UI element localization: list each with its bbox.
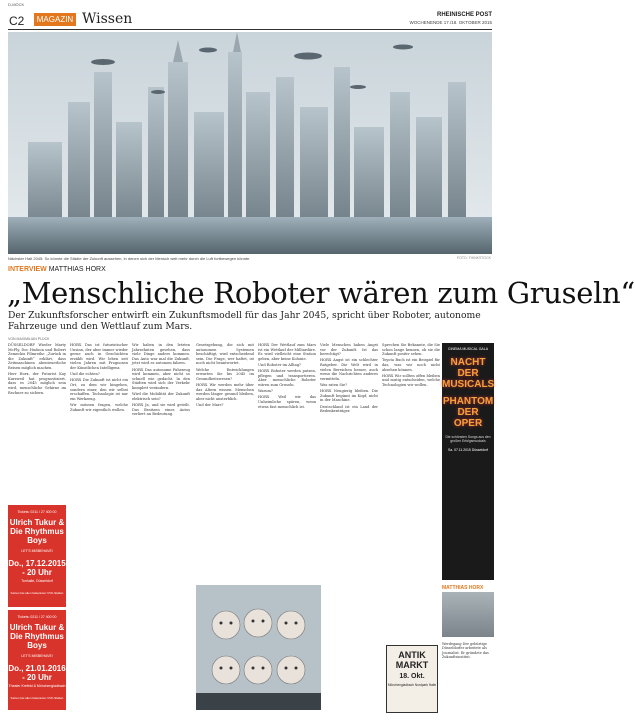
musical-ad-title-2: PHANTOM DER OPER bbox=[442, 396, 494, 429]
article-kicker bbox=[8, 266, 106, 273]
ad-subtitle: LET'S MISBEHAVE! bbox=[21, 549, 53, 553]
paragraph: HORX Wir werden mehr über das Altern wissen. Menschen werden länger gesund bleiben, aber nicht unsterblich. bbox=[196, 382, 254, 401]
ad-date: Do., 17.12.2015 - 20 Uhr bbox=[8, 559, 66, 577]
ad-venue: Theater Krefeld & Mönchengladbach bbox=[8, 684, 66, 688]
hero-image bbox=[8, 32, 492, 254]
paragraph: HORX Das ist futuristischer Unsinn, der aber immer wieder gerne auch in Geschichten erzählt wird. Wir leben seit vielen Jahren mit Prognosen der Künstlichen Intelligenz. bbox=[70, 343, 128, 370]
paragraph: Toyota Buch ist ein Beispiel für das, was wir noch nicht absehen können. bbox=[382, 358, 440, 372]
hero-caption: Nächster Halt 2045: So könnte die Städte der Zukunft aussehen, in denen sich der Mensch weit mehr durch die Luft fortbewegen könnte. bbox=[8, 256, 251, 261]
article-column-2 bbox=[70, 343, 128, 709]
ad-date: Do., 21.01.2016 - 20 Uhr bbox=[8, 664, 66, 682]
musical-ad-title-1: NACHT DER MUSICALS bbox=[442, 357, 495, 390]
antik-title: ANTIK MARKT bbox=[395, 650, 429, 670]
ad-fineprint: Karten bei allen bekannten VVK-Stellen bbox=[10, 591, 64, 595]
paragraph: Gesetzgebung, die sich mit autonomen Systemen beschäftigt, wird entscheidend sein. Die Frage, wer haftet, ist noch nicht beantwortet. bbox=[196, 343, 254, 366]
newspaper-name: RHEINISCHE POST bbox=[436, 12, 492, 18]
sidebar-portrait-title: MATTHIAS HORX bbox=[442, 585, 484, 591]
ad-ticket-line: Tickets: 0211 / 27 400 00 bbox=[17, 510, 57, 514]
edition-label: D-MÖCK bbox=[8, 2, 25, 7]
concert-ad-krefeld[interactable] bbox=[8, 610, 66, 710]
kicker-label: INTERVIEW bbox=[8, 266, 47, 273]
antik-info: Mönchengladbach Nordpark Halle bbox=[387, 683, 437, 687]
paragraph: Herr Horx, der Futurist Kay Kurzweil hat prognostiziert, dass es 2045 möglich sein wird, menschliche Gehirne im Rechner zu sichern. bbox=[8, 372, 66, 395]
article-column-6 bbox=[320, 343, 378, 709]
section-tag: MAGAZIN bbox=[34, 13, 76, 26]
paragraph: Was raten Sie? bbox=[320, 382, 348, 387]
kicker-name: MATTHIAS HORX bbox=[48, 266, 106, 273]
musical-ad[interactable] bbox=[442, 343, 494, 580]
robot-photo bbox=[196, 585, 321, 710]
article-byline: VON MAXIMILIAN PLÜCK bbox=[8, 337, 50, 341]
article-column-7 bbox=[382, 343, 440, 583]
paragraph: DÜSSELDORF Wieder Marty McFly, Doc Hudson und Robert Zemeckis Filmreihe „Zurück in die Zukunft“ erklärt, dass Zeitmaschinen abenteuerliche Reisen möglich machen. bbox=[8, 343, 66, 370]
paragraph: Viele Menschen haben Angst vor der Zukunft. Ist das berechtigt? bbox=[320, 343, 378, 357]
paragraph: HORX Roboter werden putzen, pflegen und transportieren. Aber menschliche Roboter wären zum Gruseln. bbox=[258, 369, 316, 387]
article-headline: „Menschliche Roboter wären zum Gruseln“ bbox=[7, 276, 635, 310]
paragraph: HORX Angst ist ein schlechter Ratgeber. Die Welt wird in vielen Bereichen besser, auch wenn die Nachrichten anderes vermitteln. bbox=[320, 358, 378, 381]
paragraph: Deutschland ist ein Land der Bedenkenträger. bbox=[320, 404, 378, 414]
sidebar-bio: Werdegang Der gebürtige Düsseldorfer arbeitete als Journalist. Er gründete das Zukunftsinstitut. bbox=[442, 642, 489, 659]
paragraph: HORX Neugierig bleiben. Die Zukunft beginnt im Kopf, nicht in der Maschine. bbox=[320, 389, 378, 403]
paragraph: Und Roboter im Alltag? bbox=[258, 362, 301, 367]
concert-ad-dusseldorf[interactable] bbox=[8, 505, 66, 607]
issue-date: WOCHENENDE 17./18. OKTOBER 2015 bbox=[409, 20, 492, 25]
paragraph: HORX Weil wir das Unheimliche spüren, wenn etwas fast menschlich ist. bbox=[258, 395, 316, 409]
antique-market-ad[interactable] bbox=[386, 645, 438, 713]
paragraph: HORX Das autonome Fahrzeug wird kommen, aber nicht so schnell wie gedacht. In den Städten wird sich der Verkehr komplett verändern. bbox=[132, 367, 190, 390]
header-divider bbox=[8, 29, 492, 30]
paragraph: Sprechen Sie Bekannte, die Sie schon lange kennen, ob sie die Zukunft positiv sehen. bbox=[382, 343, 440, 357]
article-standfirst: Der Zukunftsforscher entwirft ein Zukunftsmodell für das Jahr 2045, spricht über Roboter, autonome Fahrzeuge und den Wettlauf zum Mars. bbox=[8, 310, 481, 332]
page-number: C2 bbox=[9, 14, 25, 28]
ad-subtitle: LET'S MISBEHAVE! bbox=[21, 654, 53, 658]
paragraph: Wir müssen fragen, welche Zukunft wir eigentlich wollen. bbox=[70, 402, 128, 412]
horx-portrait bbox=[442, 592, 494, 637]
paragraph: Warum? bbox=[258, 389, 273, 394]
article-column-3 bbox=[132, 343, 190, 709]
futuristic-city-illustration bbox=[8, 32, 492, 254]
photo-credit: FOTO: THINKSTOCK bbox=[456, 256, 491, 260]
paragraph: HORX Wir sollten offen bleiben und mutig entscheiden, welche Technologien wir wollen. bbox=[382, 373, 440, 387]
paragraph: Und die echten? bbox=[70, 372, 100, 377]
paragraph: HORX Ja, und sie wird geteilt. Das Besitzen eines Autos verliert an Bedeutung. bbox=[132, 402, 190, 417]
musical-ad-info: Die schönsten Songs aus den großen Erfolgsmusicals bbox=[445, 435, 491, 444]
article-column-1 bbox=[8, 343, 66, 503]
ad-venue: Tonhalle, Düsseldorf bbox=[21, 579, 53, 583]
musical-ad-date: Sa. 07.11.2015 Düsseldorf bbox=[448, 447, 488, 452]
antik-date: 18. Okt. bbox=[399, 673, 425, 680]
musical-ad-top: CINEMA MUSICAL GALA bbox=[447, 347, 489, 351]
section-title: Wissen bbox=[82, 11, 133, 27]
paragraph: HORX Der Wettlauf zum Mars ist ein Wettlauf der Milliardäre. Es wird vielleicht eine Station geben, aber keine Kolonie. bbox=[258, 343, 316, 361]
paragraph: Wir haben in den letzten Jahrzehnten gesehen, dass viele Dinge anders kommen. Das Auto war mal die Zukunft, jetzt wird es autonom fahren. bbox=[132, 343, 190, 366]
ad-title: Ulrich Tukur & Die Rhythmus Boys bbox=[9, 623, 65, 650]
paragraph: Welche Entwicklungen erwarten Sie bis 2045 im Gesundheitswesen? bbox=[196, 367, 254, 381]
paragraph: HORX Die Zukunft ist nicht ein Ort, zu dem wir hingehen, sondern einer, den wir selbst erschaffen. Technologie ist nur ein Werkzeug. bbox=[70, 378, 128, 401]
humanoid-robots-image bbox=[196, 585, 321, 710]
ad-ticket-line: Tickets: 0211 / 27 400 00 bbox=[17, 615, 57, 619]
ad-fineprint: Karten bei allen bekannten VVK-Stellen bbox=[10, 696, 64, 700]
paragraph: Und der Mars? bbox=[196, 402, 224, 407]
ad-title: Ulrich Tukur & Die Rhythmus Boys bbox=[9, 518, 65, 545]
paragraph: Wird die Mobilität der Zukunft elektrisch sein? bbox=[132, 392, 190, 401]
